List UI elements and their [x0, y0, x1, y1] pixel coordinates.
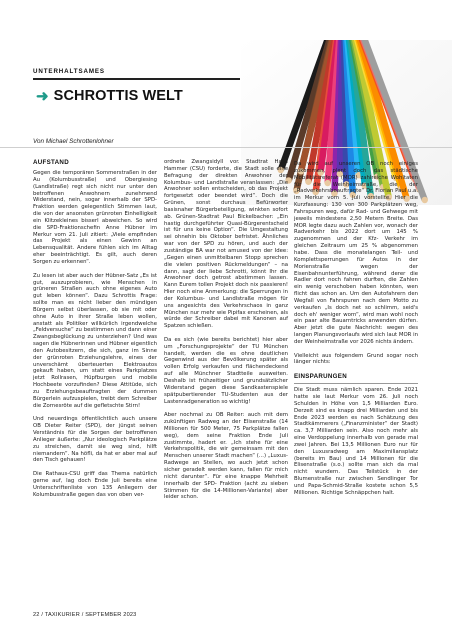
pencil-tip	[422, 197, 428, 203]
rubric-divider	[33, 78, 240, 80]
article-headline	[36, 87, 183, 105]
section-rubric: UNTERHALTSAMES	[33, 68, 105, 75]
article-column-2	[164, 159, 288, 508]
headline-text: SCHROTTIS WELT	[53, 88, 183, 104]
paragraph: Aber nochmal zu OB Reiter: auch mit dem zukünftigen Radweg an der Elisenstraße (14 Millionen für 500 Meter, 75 Parkplätze fallen weg), dem seine Fraktion Ende Juli zustimmte, hadert er. „Ich stehe für eine Verkehrspolitik, die wir gemeinsam mit den Menschen unserer Stadt machen“ (...) „Luxus-Radwege an Stellen, wo auch jetzt schon sicher geradelt werden kann, fallen für mich nicht darunter“. Für eine knappe Mehrheit innerhalb der SPD- Fraktion (acht zu sieben Stimmen für die 14-Millionen-Variante) aber leider schon.	[164, 412, 288, 501]
paragraph: Die Rathaus-CSU griff das Thema natürlich gerne auf, lag doch Ende Juli bereits eine Unterschriftenliste von 135 Anliegern der Kolumbusstraße gegen das von oben ver-	[33, 471, 157, 498]
article-column-3	[294, 161, 418, 504]
paragraph: Die Stadt muss nämlich sparen. Ende 2021 hatte sie laut Merkur vom 26. Juli noch Schulden in Höhe von 1,5 Milliarden Euro. Derzeit sind es knapp drei Milliarden und bis Ende 2023 werden es nach Schätzung des Stadtkämmerers („Finanzminister“ der Stadt) ca. 3,7 Milliarden sein. Also noch mehr als eine Verdoppelung innerhalb von gerade mal zwei Jahren. Bei 13,5 Millionen Euro nur für den Luxusradweg am Maximiliansplatz (bereits im Bau) und 14 Millionen für die Elisenstraße (s.o.) sollte man sich da mal nicht wundern. Das Teilstück in der Blumenstraße nur zwischen Sendlinger Tor und Papa-Schmid-Straße kostete schon 5,5 Millionen. Richtige Schnäppchen halt.	[294, 387, 418, 496]
article-byline: Von Michael Schrottenlohner	[33, 138, 114, 145]
paragraph: Zu lesen ist aber auch der Hübner-Satz „Es ist gut, auszuprobieren, wie Menschen in grüneren Straßen auch ohne eigenes Auto gut leben können“. Dazu Schrottis Frage: sollte man es nicht lieber den mündigen Bürgern selbst überlassen, ob sie mit oder ohne Auto in ihrer Straße leben wollen, anstatt als Politiker willkürlich irgendwelche „Feldversuche“ zu bestimmen und dann einer Zwangsbeglückung zu unterziehen? Und was sagen die Hübnerinnen und Hübner eigentlich den Autobesitzern, die sich, ganz im Sinne der grünroten Erziehungslehre, eines der unverschämt überteuerten Elektroautos gekauft haben, um statt eines Parkplatzes jetzt Rollrasen, Hüpfburgen und mobile Hochbeete vorzufinden? Diese Attitüde, sich zu Erziehungsbeauftragten der dummen Bürgerlein aufzuspielen, treibt dem Schreiber die Zornesröte auf die gefletschte Stirn!	[33, 272, 157, 409]
paragraph: Gegen die temporären Sommerstraßen in der Au (Kolumbusstraße) und Obergiesing (Landlstraße) regt sich nicht nur unter den betroffenen Anwohnern zunehmend Widerstand, nein, sogar innerhalb der SPD-Fraktion werden gelegentlich Stimmen laut, die von der ansonsten grünroten Einhelligkeit ein Klitzekleines bisserl abweichen. So wird die SPD-Fraktionschefin Anne Hübner im Merkur vom 21. Juli zitiert: „Viele empfinden das Projekt als einen Gewinn an Lebensqualität. Andere fühlen sich im Alltag eher beeinträchtigt. Es gilt, auch deren Sorgen zu erkennen“.	[33, 170, 157, 265]
paragraph: Vielleicht aus folgendem Grund sogar noch länger nichts:	[294, 352, 418, 366]
arrow-right-icon: ➜	[36, 88, 49, 105]
paragraph: Und neuerdings öffentlichtlich auch unsere OB Dieter Reiter (SPD), der jüngst seinen Verständnis für die Sorgen der betroffenen Anlieger äußerte: „Nur ideologisch Parkplätze zu streichen, damit sie weg sind, hilft niemandem“. Na höfli, da hat er aber mal auf den Tisch gehauen!	[33, 416, 157, 464]
paragraph: Da wird auf unseren OB noch einiges zukommen, plant doch das städtische Mobilitätsreferat (MOR) zahlreiche Wohltaten für die Weinheimstraße, die der „Radverkehrsbeauftragte“ Dr. Florian Paul u.a. im Merkur vom 5. Juli vorstellte. Hier die Kurzfassung: 130 von 300 Parkplätzen weg, Fahrspuren weg, dafür Rad- und Gehwege mit jeweils mindestens 2,50 Metern Breite. Das MOR legte dazu auch Zahlen vor, wonach der Radverkehr bis 2022 dort um 145 % zugenommen und der Kfz- Verkehr im gleichen Zeitraum um 25 % abgenommen habe. Dass die monatelangen Teil- und Komplettsperrungen für Autos in der Morienstraße wegen der Eisenbahnunterführung, während derer die Radler dort noch fahren durften, die Zahlen ein wenig verschoben haben könnten, wen flicht das schon an. Um den Autofahrern den Wegfall von Fahrspuren nach dem Motto zu verkaufen „Is doch net so schlimm, seid's doch eh' weniger worn“, wird man wohl noch ein paar alte Bauarntricks anwenden dürfen. Aber jetzt die gute Nachricht: wegen des langen Planungsvorlaufs wird sich laut MOR in der Weinheimstraße vor 2026 nichts ändern.	[294, 161, 418, 345]
page-footer: 22 / TAXIKURIER / SEPTEMBER 2023	[33, 612, 137, 618]
section-heading: EINSPARUNGEN	[294, 373, 418, 384]
paragraph: Da es sich (wie bereits berichtet) hier aber um „Forschungsprojekte“ der TU München handelt, werden die es ohne deutlichen Gegenwind aus der Bevölkerung später als vollen Erfolg verkaufen und flächendeckend auf alle Münchner Stadtteile ausweiten. Deshalb ist frühzeitiger und grundsätzlicher Widerstand gegen diese Sandkastenspiele spätpubertierender TU-Studenten aus der Lastenradgeneration so wichtig!	[164, 336, 288, 405]
section-heading: AUFSTAND	[33, 159, 69, 166]
article-column-1	[33, 159, 157, 505]
header-separator	[0, 147, 452, 148]
paragraph: ordnete Zwangsidyll vor. Stadtrat Hans Hammer (CSU) forderte, die Stadt solle eine Befragung der direkten Anwohner der Kolumbus- und Landlstraße veranlassen: „Die Anwohner sollen entscheiden, ob das Projekt fortgesetzt oder beendet wird“. Doch die Grünen, sonst durchaus Befürworter basisnaher Bürgerbeteiligung, winkten sofort ab. Grünen-Stadtrat Paul Bickelbacher: „Ein hastig durchgeführter Quasi-Bürgerentscheid ist für uns keine Option“. Die Umgestaltung sei ohnehin bis Oktober befristet. Ähnliches war von der SPD zu hören, und auch der zuständige BA war not amused von der Idee: „Gegen einen unmittelbaren Stopp sprechen die vielen positiven Rückmeldungen“ – na dann, sagt der liebe Schrotti, könnt Ihr die Anwohner doch getrost abstimmen lassen. Kann Eurem tollen Projekt doch nix passieren! Hier noch eine Anmerkung: die Sperrungen in der Kolumbus- und Landlstraße mögen für uns angesichts des Verkehrschaos in ganz München nur mehr wie Pipifax erscheinen, als würde der Schreiber dabei mit Kanonen auf Spatzen schießen.	[164, 159, 288, 330]
